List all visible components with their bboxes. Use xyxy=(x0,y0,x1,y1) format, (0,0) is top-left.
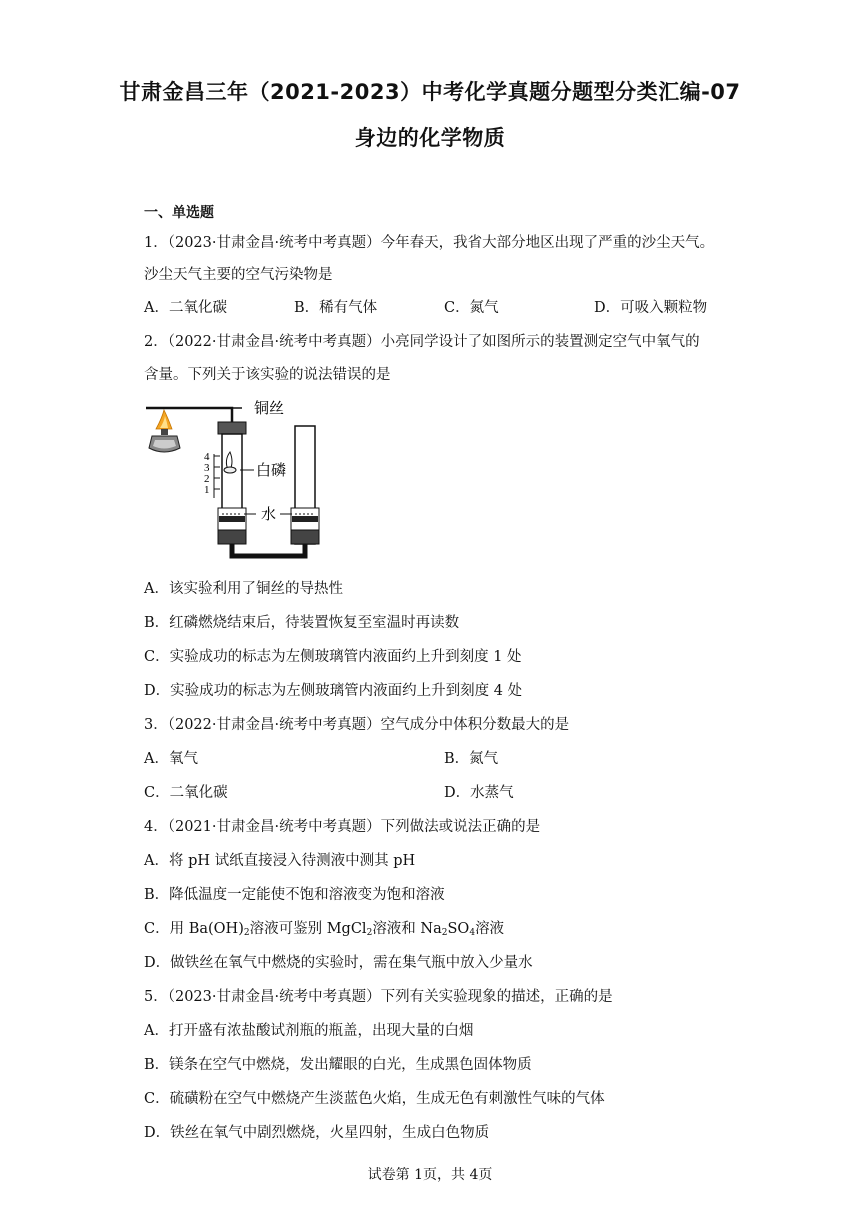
apparatus-figure xyxy=(144,396,324,564)
q3-option-b: B．氮气 xyxy=(444,751,499,767)
q2-option-a: A．该实验利用了铜丝的导热性 xyxy=(144,581,343,597)
q3-option-a: A．氧气 xyxy=(144,751,198,767)
q5-stem: 5．（2023·甘肃金昌·统考中考真题）下列有关实验现象的描述，正确的是 xyxy=(144,989,613,1005)
q4-option-d: D．做铁丝在氧气中燃烧的实验时，需在集气瓶中放入少量水 xyxy=(144,955,533,971)
q1-option-d: D．可吸入颗粒物 xyxy=(594,300,708,316)
scale-4: 4 xyxy=(204,451,210,463)
page-title: 甘肃金昌三年（2021-2023）中考化学真题分题型分类汇编-07 xyxy=(119,80,741,104)
q5-option-d: D．铁丝在氧气中剧烈燃烧，火星四射，生成白色物质 xyxy=(144,1125,490,1141)
rubber-tube xyxy=(232,544,305,556)
q1-option-b: B．稀有气体 xyxy=(294,300,378,316)
q5-option-a: A．打开盛有浓盐酸试剂瓶的瓶盖，出现大量的白烟 xyxy=(144,1023,474,1039)
left-glass-tube xyxy=(218,422,246,544)
q4-option-a: A．将 pH 试纸直接浸入待测液中测其 pH xyxy=(144,853,416,869)
page-subtitle: 身边的化学物质 xyxy=(354,126,506,150)
scale-1: 1 xyxy=(204,484,210,496)
q2-option-d: D．实验成功的标志为左侧玻璃管内液面约上升到刻度 4 处 xyxy=(144,683,523,699)
q2-option-c: C．实验成功的标志为左侧玻璃管内液面约上升到刻度 1 处 xyxy=(144,649,522,665)
section-heading: 一、单选题 xyxy=(144,205,214,221)
label-phosphorus: 白磷 xyxy=(256,461,287,479)
label-water: 水 xyxy=(261,505,277,523)
q2-option-b: B．红磷燃烧结束后，待装置恢复至室温时再读数 xyxy=(144,615,460,631)
q4-stem: 4．（2021·甘肃金昌·统考中考真题）下列做法或说法正确的是 xyxy=(144,819,541,835)
label-copper: 铜丝 xyxy=(254,399,285,417)
scale-2: 2 xyxy=(204,473,210,485)
q3-option-c: C．二氧化碳 xyxy=(144,785,228,801)
q1-option-a: A．二氧化碳 xyxy=(144,300,227,316)
q2-stem-line2: 含量。下列关于该实验的说法错误的是 xyxy=(144,367,391,383)
q5-option-b: B．镁条在空气中燃烧，发出耀眼的白光，生成黑色固体物质 xyxy=(144,1057,532,1073)
q3-stem: 3．（2022·甘肃金昌·统考中考真题）空气成分中体积分数最大的是 xyxy=(144,717,570,733)
scale-3: 3 xyxy=(204,462,210,474)
q4-option-c: C．用 $Ba(OH)_2$溶液可鉴别 MgCl$_2$溶液和 $Na_2SO_4$溶液 xyxy=(144,921,505,938)
right-glass-tube xyxy=(291,426,319,544)
q5-option-c: C．硫磺粉在空气中燃烧产生淡蓝色火焰，生成无色有刺激性气味的气体 xyxy=(144,1091,605,1107)
q4-option-b: B．降低温度一定能使不饱和溶液变为饱和溶液 xyxy=(144,887,445,903)
q1-stem-line2: 沙尘天气主要的空气污染物是 xyxy=(144,267,333,283)
page-footer: 试卷第 1页，共 4页 xyxy=(367,1167,493,1183)
q1-option-c: C．氮气 xyxy=(444,300,499,316)
alcohol-lamp-icon xyxy=(149,410,180,452)
q3-option-d: D．水蒸气 xyxy=(444,785,514,801)
q1-stem-line1: 1．（2023·甘肃金昌·统考中考真题）今年春天，我省大部分地区出现了严重的沙尘天气。 xyxy=(144,235,715,251)
q2-stem-line1: 2．（2022·甘肃金昌·统考中考真题）小亮同学设计了如图所示的装置测定空气中氧气的 xyxy=(144,334,700,350)
